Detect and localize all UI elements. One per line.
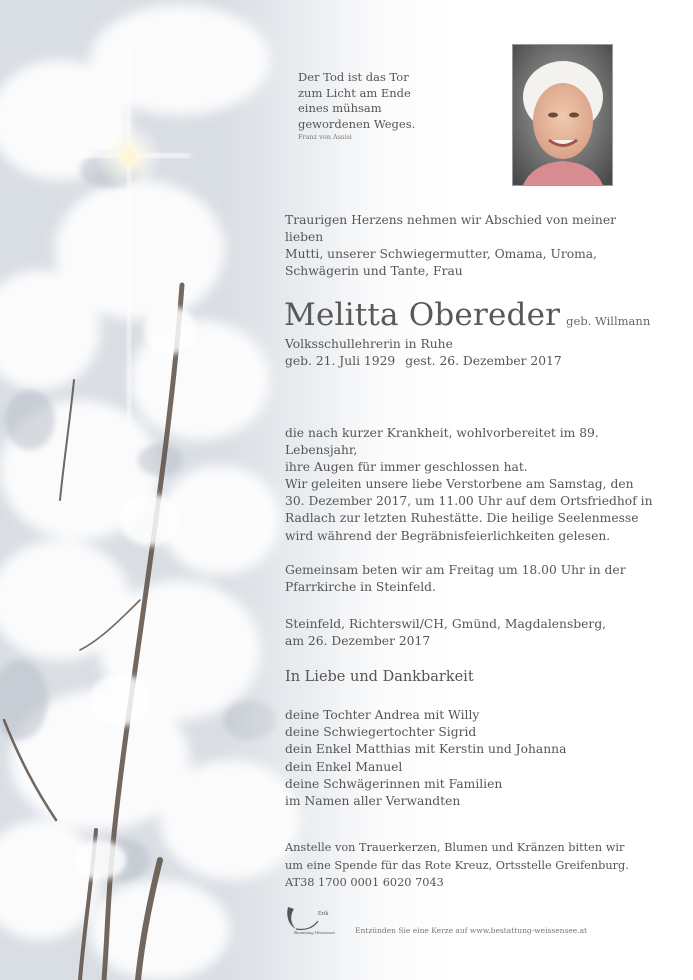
mourner-item: dein Enkel Manuel — [285, 759, 403, 774]
paragraph-line: die nach kurzer Krankheit, wohlvorbereitet im 89. Lebensjahr, — [285, 426, 599, 458]
life-dates — [285, 354, 562, 368]
occupation: Volksschullehrerin in Ruhe — [285, 337, 453, 351]
paragraph-line: Gemeinsam beten wir am Freitag um 18.00 Uhr in der — [285, 563, 626, 577]
paragraph-line: Wir geleiten unsere liebe Verstorbene am Samstag, den — [285, 477, 634, 491]
logo-text-top: Erik — [318, 911, 329, 917]
quote-author: Franz von Assisi — [298, 133, 352, 141]
donation-line: Anstelle von Trauerkerzen, Blumen und Kränzen bitten wir — [285, 841, 625, 854]
intro-line: Schwägerin und Tante, Frau — [285, 264, 463, 278]
intro-line: Mutti, unserer Schwiegermutter, Omama, Uroma, — [285, 247, 598, 261]
dove-icon — [284, 903, 340, 935]
quote-line: zum Licht am Ende — [298, 85, 411, 100]
paragraph-line: am 26. Dezember 2017 — [285, 634, 431, 649]
funeral-home-logo — [284, 903, 340, 935]
quote-line: Der Tod ist das Tor — [298, 70, 409, 84]
logo-text-bottom: Bestattung Weissensee — [294, 930, 336, 935]
mourner-item: deine Schwägerinnen mit Familien — [285, 776, 503, 791]
portrait-photo — [512, 44, 613, 186]
intro-line: Traurigen Herzens nehmen wir Abschied von meiner lieben — [285, 213, 617, 244]
paragraph-passing — [285, 425, 655, 477]
mourner-item: deine Schwiegertochter Sigrid — [285, 725, 477, 740]
paragraph-line: Pfarrkirche in Steinfeld. — [285, 580, 436, 595]
birth-date: geb. 21. Juli 1929 — [285, 354, 396, 368]
mourners-list — [285, 707, 566, 810]
maiden-name: geb. Willmann — [566, 314, 651, 328]
paragraph-line: Radlach zur letzten Ruhestätte. Die heilige Seelenmesse — [285, 511, 639, 526]
quote-line: gewordenen Weges. — [298, 116, 416, 131]
quote-line: eines mühsam — [298, 101, 382, 115]
deceased-name: Melitta Obereder — [284, 297, 561, 333]
mourner-item: deine Tochter Andrea mit Willy — [285, 708, 480, 722]
paragraph-line: 30. Dezember 2017, um 11.00 Uhr auf dem Ortsfriedhof in — [285, 494, 653, 509]
paragraph-line: wird während der Begräbnisfeierlichkeiten gelesen. — [285, 528, 611, 543]
candle-link-text[interactable]: Entzünden Sie eine Kerze auf www.bestattung-weissensee.at — [355, 926, 588, 935]
paragraph-prayer — [285, 562, 655, 596]
closing-heading: In Liebe und Dankbarkeit — [285, 669, 474, 685]
death-date: gest. 26. Dezember 2017 — [405, 354, 562, 368]
donation-line: um eine Spende für das Rote Kreuz, Ortsstelle Greifenburg. — [285, 858, 629, 872]
paragraph-place-date — [285, 616, 655, 650]
deceased-name-line — [284, 297, 664, 333]
portrait-image — [513, 45, 612, 185]
paragraph-line: ihre Augen für immer geschlossen hat. — [285, 460, 528, 475]
mourner-item: dein Enkel Matthias mit Kerstin und Johanna — [285, 742, 567, 757]
paragraph-funeral — [285, 476, 655, 545]
quote-block — [298, 70, 498, 142]
donation-line: AT38 1700 0001 6020 7043 — [285, 876, 444, 889]
mourner-item: im Namen aller Verwandten — [285, 794, 461, 809]
intro-text — [285, 212, 645, 280]
paragraph-line: Steinfeld, Richterswil/CH, Gmünd, Magdalensberg, — [285, 617, 607, 631]
donation-note — [285, 839, 655, 892]
